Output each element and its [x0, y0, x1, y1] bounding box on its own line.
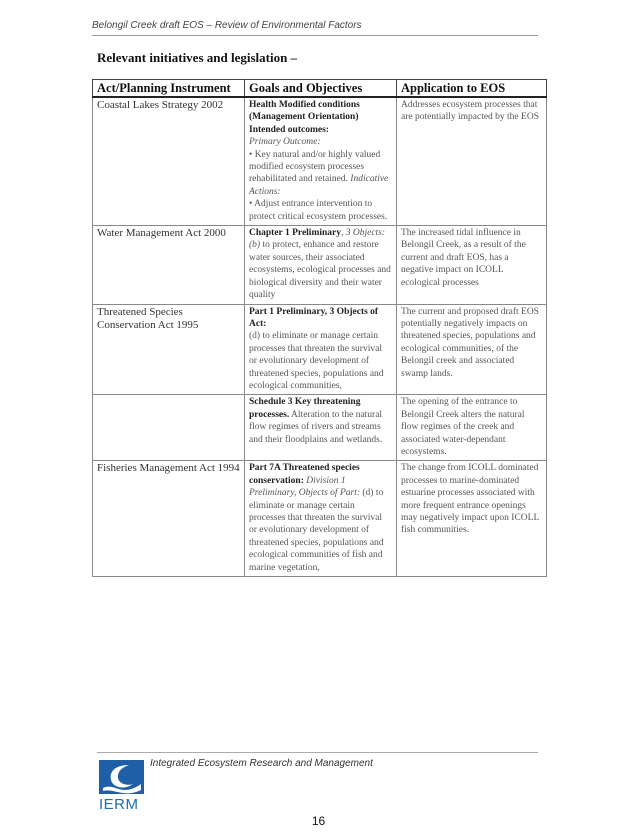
table-body: [93, 97, 547, 577]
cell-application: Addresses ecosystem processes that are potentially impacted by the EOS: [397, 97, 547, 226]
cell-act: [93, 395, 245, 461]
goal-text-segment: Part 7A Threatened species conservation:: [249, 463, 360, 486]
cell-application: The change from ICOLL dominated processes to marine-dominated estuarine processes associated with more frequent entrance openings may negatively impact upon ICOLL fish communities.: [397, 461, 547, 577]
goal-text-segment: Alteration to the natural flow regimes of rivers and streams and their floodplains and wetlands.: [249, 409, 383, 445]
cell-act: Coastal Lakes Strategy 2002: [93, 97, 245, 226]
footer-divider: [97, 752, 538, 753]
goal-text-segment: Part 1 Preliminary, 3 Objects of Act:: [249, 306, 379, 329]
goal-text-segment: Division 1 Preliminary, Objects of Part:: [249, 475, 360, 499]
cell-goals: [245, 304, 397, 395]
goal-text-segment: Health Modified conditions (Management Orientation): [249, 100, 360, 123]
cell-goals: [245, 395, 397, 461]
column-header-application: Application to EOS: [397, 80, 547, 98]
goal-text-segment: Intended outcomes:: [249, 124, 329, 135]
table-row: [93, 226, 547, 304]
cell-act: Fisheries Management Act 1994: [93, 461, 245, 577]
goal-text-segment: Schedule 3 Key threatening processes.: [249, 397, 361, 420]
table-row: [93, 304, 547, 395]
cell-goals: [245, 461, 397, 577]
cell-goals: [245, 97, 397, 226]
column-header-act: Act/Planning Instrument: [93, 80, 245, 98]
cell-application: The current and proposed draft EOS potentially negatively impacts on threatened species, populations and ecological communities, of the Belongil creek and associated swamp lands.: [397, 304, 547, 395]
cell-application: The increased tidal influence in Belongil Creek, as a result of the current and draft EOS, has a negative impact on ICOLL ecological processes: [397, 226, 547, 304]
goal-text-segment: Indicative Actions:: [249, 174, 389, 197]
cell-goals: [245, 226, 397, 304]
cell-act: Threatened Species Conservation Act 1995: [93, 304, 245, 395]
section-title: Relevant initiatives and legislation –: [97, 50, 298, 65]
column-header-goals: Goals and Objectives: [245, 80, 397, 98]
running-header: Belongil Creek draft EOS – Review of Environmental Factors: [92, 20, 538, 36]
goal-text-segment: • Key natural and/or highly valued modified ecosystem processes rehabilitated and retained.: [249, 149, 381, 185]
ierm-logo-icon: [99, 760, 144, 794]
goal-text-segment: Chapter 1 Preliminary: [249, 228, 341, 239]
table-header-row: [93, 80, 547, 98]
goal-text-segment: ,: [341, 228, 346, 239]
ierm-logo-text: IERM: [99, 796, 139, 813]
cell-application: The opening of the entrance to Belongil Creek alters the natural flow regimes of the creek and associated water-dependant ecosystems.: [397, 395, 547, 461]
goal-text-segment: • Adjust entrance intervention to protect critical ecosystem processes.: [249, 199, 388, 222]
cell-act: Water Management Act 2000: [93, 226, 245, 304]
table-row: [93, 395, 547, 461]
legislation-table: [92, 79, 547, 577]
table-row: [93, 461, 547, 577]
goal-text-segment: (d) to eliminate or manage certain processes that threaten the survival or evolutionary development of threatened species, populations and ecological communities,: [249, 331, 384, 391]
goal-text-segment: to protect, enhance and restore water sources, their associated ecosystems, ecological processes and biological diversity and their water quality: [249, 240, 391, 301]
goal-text-segment: Primary Outcome:: [249, 137, 321, 148]
goal-text-segment: 3 Objects: (b): [249, 228, 386, 251]
goal-text-segment: (d) to eliminate or manage certain processes that threaten the survival or evolutionary development of threatened species, populations and ecological communities of fish and marine vegetation,: [249, 488, 384, 573]
table-row: [93, 97, 547, 226]
footer-organization: Integrated Ecosystem Research and Management: [150, 758, 373, 769]
page-number: 16: [311, 814, 326, 828]
